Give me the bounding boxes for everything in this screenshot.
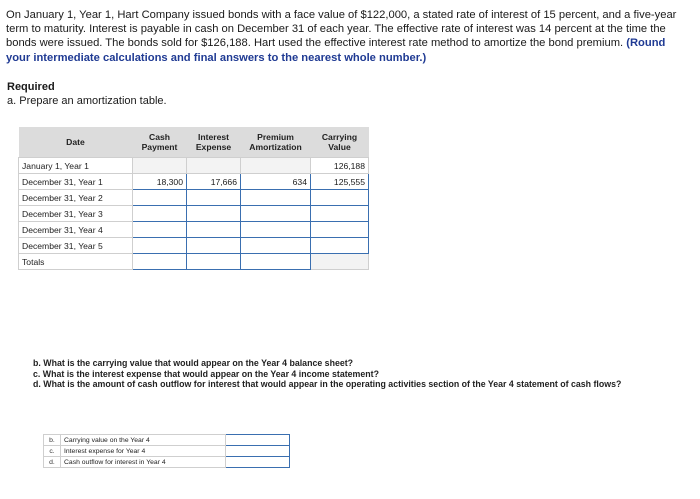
answer-key: c. bbox=[44, 446, 61, 457]
carrying-input[interactable] bbox=[311, 190, 369, 206]
header-premium-amortization: Premium Amortization bbox=[241, 127, 311, 158]
table-row bbox=[19, 190, 369, 206]
carrying-input[interactable] bbox=[311, 222, 369, 238]
carrying-total-cell bbox=[311, 254, 369, 270]
interest-cell bbox=[187, 158, 241, 174]
interest-input[interactable] bbox=[187, 190, 241, 206]
interest-input[interactable] bbox=[187, 206, 241, 222]
header-carrying-value: Carrying Value bbox=[311, 127, 369, 158]
table-row-totals bbox=[19, 254, 369, 270]
cash-input[interactable] bbox=[133, 190, 187, 206]
row-date: December 31, Year 1 bbox=[19, 174, 133, 190]
table-row bbox=[19, 158, 369, 174]
premium-total-input[interactable] bbox=[241, 254, 311, 270]
cash-cell bbox=[133, 158, 187, 174]
row-date: January 1, Year 1 bbox=[19, 158, 133, 174]
question-b: b. What is the carrying value that would appear on the Year 4 balance sheet? bbox=[33, 358, 354, 368]
answer-table bbox=[43, 434, 290, 468]
table-row bbox=[19, 238, 369, 254]
cash-input[interactable]: 18,300 bbox=[133, 174, 187, 190]
part-a-instruction: a. Prepare an amortization table. bbox=[7, 95, 167, 107]
row-date: December 31, Year 3 bbox=[19, 206, 133, 222]
table-row bbox=[19, 222, 369, 238]
interest-input[interactable] bbox=[187, 238, 241, 254]
answer-row bbox=[44, 435, 290, 446]
cash-outflow-year4-input[interactable] bbox=[226, 457, 290, 468]
cash-total-input[interactable] bbox=[133, 254, 187, 270]
header-date: Date bbox=[19, 127, 133, 158]
answer-label: Carrying value on the Year 4 bbox=[61, 435, 226, 446]
table-row bbox=[19, 174, 369, 190]
interest-input[interactable]: 17,666 bbox=[187, 174, 241, 190]
carrying-value-year4-input[interactable] bbox=[226, 435, 290, 446]
premium-input[interactable] bbox=[241, 238, 311, 254]
row-date: December 31, Year 5 bbox=[19, 238, 133, 254]
row-date: December 31, Year 4 bbox=[19, 222, 133, 238]
problem-text: On January 1, Year 1, Hart Company issued bonds with a face value of $122,000, a stated rate of interest of 15 percent, and a five-year term to maturity. Interest is payable in cash on December 31 of each year. The effective rate of interest was 14 percent at the time the bonds were issued. The bonds sold for $126,188. Hart used the effective interest rate method to amortize the bond premium. bbox=[6, 9, 677, 50]
carrying-cell: 126,188 bbox=[311, 158, 369, 174]
row-date: Totals bbox=[19, 254, 133, 270]
interest-total-input[interactable] bbox=[187, 254, 241, 270]
premium-input[interactable]: 634 bbox=[241, 174, 311, 190]
premium-cell bbox=[241, 158, 311, 174]
answer-row bbox=[44, 457, 290, 468]
answer-label: Interest expense for Year 4 bbox=[61, 446, 226, 457]
premium-input[interactable] bbox=[241, 190, 311, 206]
interest-expense-year4-input[interactable] bbox=[226, 446, 290, 457]
questions-section bbox=[33, 358, 673, 390]
question-d: d. What is the amount of cash outflow for interest that would appear in the operating activities section of the Year 4 statement of cash flows? bbox=[33, 379, 622, 390]
cash-input[interactable] bbox=[133, 206, 187, 222]
table-row bbox=[19, 206, 369, 222]
answer-key: b. bbox=[44, 435, 61, 446]
amortization-table bbox=[18, 127, 369, 270]
carrying-input[interactable] bbox=[311, 206, 369, 222]
cash-input[interactable] bbox=[133, 222, 187, 238]
carrying-input[interactable] bbox=[311, 238, 369, 254]
premium-input[interactable] bbox=[241, 222, 311, 238]
answer-row bbox=[44, 446, 290, 457]
answer-label: Cash outflow for interest in Year 4 bbox=[61, 457, 226, 468]
problem-statement bbox=[6, 8, 692, 65]
question-c: c. What is the interest expense that would appear on the Year 4 income statement? bbox=[33, 368, 379, 379]
cash-input[interactable] bbox=[133, 238, 187, 254]
carrying-input[interactable]: 125,555 bbox=[311, 174, 369, 190]
premium-input[interactable] bbox=[241, 206, 311, 222]
header-cash-payment: Cash Payment bbox=[133, 127, 187, 158]
rounding-instruction: (Round your intermediate calculations and final answers to the nearest whole number.) bbox=[6, 37, 666, 64]
table-header-row bbox=[19, 127, 369, 158]
interest-input[interactable] bbox=[187, 222, 241, 238]
required-heading: Required bbox=[7, 81, 55, 93]
required-section bbox=[7, 80, 167, 108]
header-interest-expense: Interest Expense bbox=[187, 127, 241, 158]
answer-key: d. bbox=[44, 457, 61, 468]
row-date: December 31, Year 2 bbox=[19, 190, 133, 206]
